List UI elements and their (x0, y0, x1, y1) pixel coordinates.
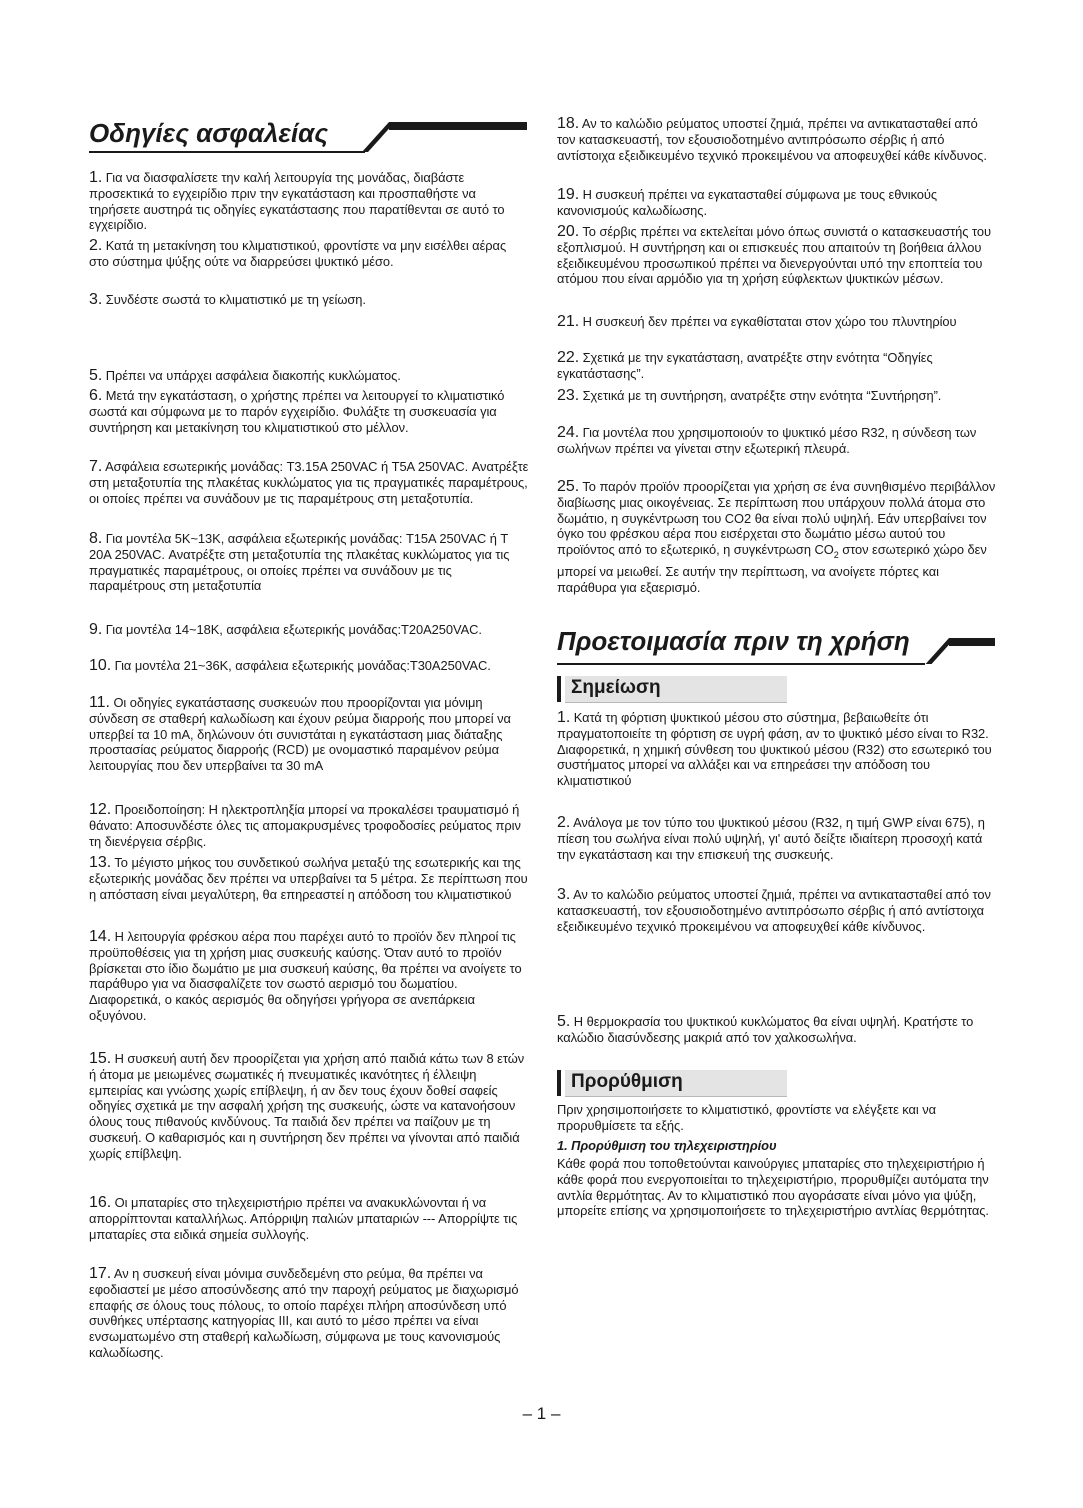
page-number: – 1 – (522, 1404, 561, 1423)
safety-item-2: 2. Κατά τη μετακίνηση του κλιματιστικού, φροντίστε να μην εισέλθει αέρας στο σύστημα ψύξης ούτε να διαρρεύσει ψυκτικό μέσο. (89, 237, 507, 269)
note-item-2: 2. Ανάλογα με τον τύπο του ψυκτικού μέσου (R32, η τιμή GWP είναι 675), η πίεση του σωλήνα είναι πολύ υψηλή, γι' αυτό δείξτε ιδιαίτερη προσοχή κατά την εγκατάσταση και την επισκευή της συσκευής. (557, 814, 985, 862)
safety-item-23: 23. Σχετικά με τη συντήρηση, ανατρέξτε στην ενότητα “Συντήρηση”. (557, 387, 942, 404)
safety-item-25: 25. Το παρόν προϊόν προορίζεται για χρήση σε ένα συνηθισμένο περιβάλλον διαβίωσης μιας οικογένειας. Σε περίπτωση που υπάρχουν πολλά άτομα στο δωμάτιο, η συγκέντρωση του CO2 θα είναι πολύ υψηλή. Εάν υπερβαίνει τον όγκο του φρέσκου αέρα που εισέρχεται στο δωμάτιο μέσω αυτού του προϊόντος από το εξωτερικό, η συγκέντρωση $CO_2$ στον εσωτερικό χώρο δεν μπορεί να μειωθεί. Σε αυτήν την περίπτωση, να ανοίγετε πόρτες και παράθυρα για εξαερισμό. (557, 478, 996, 595)
safety-item-17: 17. Αν η συσκευή είναι μόνιμα συνδεδεμένη στο ρεύμα, θα πρέπει να εφοδιαστεί με μέσο αποσύνδεσης από την παροχή ρεύματος με διαχωρισμό επαφής σε όλους τους πόλους, το οποίο παρέχει πλήρη αποσύνδεση υπό συνθήκες υπέρτασης κατηγορίας III, και αυτό το μέσο πρέπει να είναι ενσωματωμένο στη σταθερή καλωδίωση, σύμφωνα με τους κανονισμούς καλωδίωσης. (89, 1265, 519, 1360)
subheading-marker (557, 676, 561, 702)
heading-slant (362, 122, 395, 152)
preset-label: Προρύθμιση (571, 1071, 683, 1092)
safety-item-12: 12. Προειδοποίηση: Η ηλεκτροπληξία μπορεί να προκαλέσει τραυματισμό ή θάνατο: Αποσυνδέστε όλες τις απομακρυσμένες τροφοδοσίες ρεύματος πριν τη διενέργεια σέρβις. (89, 801, 521, 849)
note-item-5: 5. Η θερμοκρασία του ψυκτικού κυκλώματος θα είναι υψηλή. Κρατήστε το καλώδιο διασύνδεσης μακριά από τον χαλκοσωλήνα. (557, 1013, 974, 1045)
heading-slant (926, 638, 955, 664)
heading-bar (949, 638, 995, 646)
preset-subheading (557, 1068, 797, 1098)
safety-item-19: 19. Η συσκευή πρέπει να εγκατασταθεί σύμφωνα με τους εθνικούς κανονισμούς καλωδίωσης. (557, 186, 938, 218)
section-heading-safety (89, 116, 529, 176)
note-label: Σημείωση (571, 677, 661, 698)
safety-item-14: 14. Η λειτουργία φρέσκου αέρα που παρέχει αυτό το προϊόν δεν πληροί τις προϋποθέσεις για τη χρήση μιας συσκευής καύσης. Όταν αυτό το προϊόν βρίσκεται στο ίδιο δωμάτιο με μια συσκευή καύσης, θα πρέπει να ανοίγετε το παράθυρο για να διασφαλίζετε τον σωστό αερισμό του δωματίου. Διαφορετικά, ο κακός αερισμός θα οδηγήσει γρήγορα σε ανεπάρκεια οξυγόνου. (89, 928, 522, 1023)
note-item-3: 3. Αν το καλώδιο ρεύματος υποστεί ζημιά, πρέπει να αντικατασταθεί από τον κατασκευαστή, τον εξουσιοδοτημένο αντιπρόσωπο σέρβις ή από αντίστοιχα εξειδικευμένο τεχνικό προκειμένου να αποφευχθεί κάθε κίνδυνος. (557, 886, 991, 934)
note-subheading (557, 674, 797, 704)
safety-item-10: 10. Για μοντέλα 21~36K, ασφάλεια εξωτερικής μονάδας:T30A250VAC. (89, 657, 491, 674)
safety-item-15: 15. Η συσκευή αυτή δεν προορίζεται για χρήση από παιδιά κάτω των 8 ετών ή άτομα με μειωμένες σωματικές ή πνευματικές ικανότητες ή έλλειψη εμπειρίας και γνώσης χωρίς επίβλεψη, ή αν δεν τους έχουν δοθεί σαφείς οδηγίες σχετικά με την ασφαλή χρήση της συσκευής, ώστε να κατανοήσουν όλους τους πιθανούς κινδύνους. Τα παιδιά δεν πρέπει να παίζουν με τη συσκευή. Ο καθαρισμός και η συντήρηση δεν πρέπει να γίνονται από παιδιά χωρίς επίβλεψη. (89, 1050, 525, 1161)
heading-underline (557, 663, 925, 665)
remote-preset-text: Κάθε φορά που τοποθετούνται καινούργιες μπαταρίες στο τηλεχειριστήριο ή κάθε φορά που ενεργοποιείται το τηλεχειριστήριο, προρυθμίζει αυτόματα την αντλία θερμότητας. Αν το κλιματιστικό που αγοράσατε είναι μόνο για ψύξη, μπορείτε επίσης να χρησιμοποιήσετε το τηλεχειριστήριο αντλίας θερμότητας. (557, 1156, 989, 1219)
subheading-marker (557, 1070, 561, 1096)
safety-item-18: 18. Αν το καλώδιο ρεύματος υποστεί ζημιά, πρέπει να αντικατασταθεί από τον κατασκευαστή, τον εξουσιοδοτημένο αντιπρόσωπο σέρβις ή από αντίστοιχα εξειδικευμένο τεχνικό προκειμένου να αποφευχθεί κάθε κίνδυνος. (557, 115, 987, 163)
safety-item-1: 1. Για να διασφαλίσετε την καλή λειτουργία της μονάδας, διαβάστε προσεκτικά το εγχειρίδιο πριν την εγκατάσταση και προσπαθήστε να τηρήσετε αυστηρά τις οδηγίες εγκατάστασης που παρατίθενται σε αυτό το εγχειρίδιο. (89, 169, 505, 233)
safety-item-11: 11. Οι οδηγίες εγκατάστασης συσκευών που προορίζονται για μόνιμη σύνδεση σε σταθερή καλωδίωση και έχουν ρεύμα διαρροής που μπορεί να υπερβεί τα 10 mA, δηλώνουν ότι συνιστάται η εγκατάσταση μιας διάταξης προστασίας ρεύματος διαρροής (RCD) με ονομαστικό παραμένον ρεύμα λειτουργίας που δεν υπερβαίνει τα 30 mA (89, 694, 511, 774)
heading-preparation-title: Προετοιμασία πριν τη χρήση (557, 626, 910, 656)
remote-preset-title: 1. Προρύθμιση του τηλεχειριστηρίου (557, 1138, 777, 1153)
safety-item-22: 22. Σχετικά με την εγκατάσταση, ανατρέξτε στην ενότητα “Οδηγίες εγκατάστασης”. (557, 349, 933, 381)
heading-safety-title: Οδηγίες ασφαλείας (89, 118, 329, 148)
safety-item-13: 13. Το μέγιστο μήκος του συνδετικού σωλήνα μεταξύ της εσωτερικής και της εξωτερικής μονάδας δεν πρέπει να υπερβαίνει τα 5 μέτρα. Σε περίπτωση που η απόσταση είναι μεγαλύτερη, θα επηρεαστεί η απόδοση του κλιματιστικού (89, 854, 528, 902)
heading-bar (389, 122, 527, 130)
safety-item-9: 9. Για μοντέλα 14~18K, ασφάλεια εξωτερικής μονάδας:T20A250VAC. (89, 621, 482, 638)
note-item-1: 1. Κατά τη φόρτιση ψυκτικού μέσου στο σύστημα, βεβαιωθείτε ότι πραγματοποιείτε τη φόρτιση σε υγρή φάση, αν το ψυκτικό μέσο είναι το R32. Διαφορετικά, η χημική σύνθεση του ψυκτικού μέσου (R32) στο εσωτερικό του συστήματος μπορεί να αλλάξει και να επηρεάσει την απόδοση του κλιματιστικού (557, 709, 992, 789)
safety-item-16: 16. Οι μπαταρίες στο τηλεχειριστήριο πρέπει να ανακυκλώνονται ή να απορρίπτονται καταλλήλως. Απόρριψη παλιών μπαταριών --- Απορρίψτε τις μπαταρίες στα ειδικά σημεία συλλογής. (89, 1194, 518, 1242)
preset-intro: Πριν χρησιμοποιήσετε το κλιματιστικό, φροντίστε να ελέγξετε και να προρυθμίσετε τα εξής. (557, 1102, 937, 1133)
safety-item-21: 21. Η συσκευή δεν πρέπει να εγκαθίσταται στον χώρο του πλυντηρίου (557, 313, 957, 330)
safety-item-7: 7. Ασφάλεια εσωτερικής μονάδας: T3.15A 250VAC ή T5A 250VAC. Ανατρέξτε στη μεταξοτυπία της πλακέτας κυκλώματος για τις πραγματικές παραμέτρους, οι οποίες πρέπει να συνάδουν με τις παραμέτρους στη μεταξοτυπία. (89, 458, 529, 506)
safety-item-3: 3. Συνδέστε σωστά το κλιματιστικό με τη γείωση. (89, 291, 366, 308)
safety-item-5: 5. Πρέπει να υπάρχει ασφάλεια διακοπής κυκλώματος. (89, 367, 401, 384)
safety-item-8: 8. Για μοντέλα 5K~13K, ασφάλεια εξωτερικής μονάδας: T15A 250VAC ή T 20A 250VAC. Ανατρέξτε στη μεταξοτυπία της πλακέτας κυκλώματος για τις πραγματικές παραμέτρους, οι οποίες πρέπει να συνάδουν με τις παραμέτρους στη μεταξοτυπία (89, 530, 510, 594)
safety-item-6: 6. Μετά την εγκατάσταση, ο χρήστης πρέπει να λειτουργεί το κλιματιστικό σωστά και σύμφωνα με το παρόν εγχειρίδιο. Φυλάξτε τη συσκευασία για συντήρηση και μετακίνηση του κλιματιστικού στο μέλλον. (89, 387, 505, 435)
safety-item-24: 24. Για μοντέλα που χρησιμοποιούν το ψυκτικό μέσο R32, η σύνδεση των σωλήνων πρέπει να γίνεται στην εξωτερική πλευρά. (557, 424, 977, 456)
heading-underline (89, 151, 365, 153)
safety-item-20: 20. Το σέρβις πρέπει να εκτελείται μόνο όπως συνιστά ο κατασκευαστής του εξοπλισμού. Η συντήρηση και οι επισκευές που απαιτούν τη βοήθεια άλλου εξειδικευμένου προσωπικού πρέπει να διενεργούνται υπό την εποπτεία του ατόμου που είναι αρμόδιο για τη χρήση εύφλεκτων ψυκτικών μέσων. (557, 223, 991, 287)
